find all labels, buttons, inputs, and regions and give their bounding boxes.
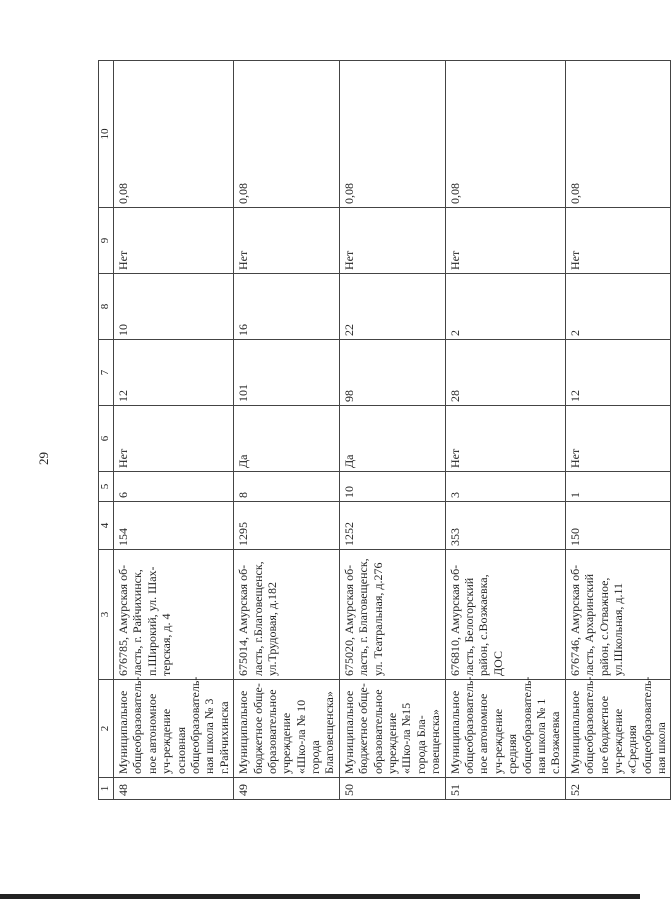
cell-col10: 0,08 [234, 61, 340, 208]
cell-col6: Да [339, 406, 445, 472]
column-header: 6 [99, 406, 114, 472]
table-row [565, 61, 671, 800]
rotated-table-container [98, 60, 669, 800]
column-header: 5 [99, 472, 114, 502]
row-number: 48 [114, 778, 234, 800]
cell-col9: Нет [114, 208, 234, 274]
cell-col9: Нет [339, 208, 445, 274]
cell-col9: Нет [565, 208, 671, 274]
schools-table [98, 60, 671, 800]
school-name: Муниципальное бюджетное обще-образовательное учреждение «Шко-ла №15 города Бла-говещенска» [339, 680, 445, 778]
school-address: 676746, Амурская об-ласть, Архаринский район, с.Отважное, ул.Школьная, д.11 [565, 550, 671, 680]
school-address: 676785, Амурская об-ласть, г. Райчихинск, п.Широкий, ул. Шах-терская, д. 4 [114, 550, 234, 680]
row-number: 49 [234, 778, 340, 800]
column-header: 10 [99, 61, 114, 208]
cell-col5: 10 [339, 472, 445, 502]
table-row [234, 61, 340, 800]
column-header: 7 [99, 340, 114, 406]
cell-col8: 2 [445, 274, 565, 340]
cell-col8: 10 [114, 274, 234, 340]
cell-col5: 1 [565, 472, 671, 502]
row-number: 51 [445, 778, 565, 800]
cell-col7: 12 [565, 340, 671, 406]
cell-col10: 0,08 [339, 61, 445, 208]
column-header: 3 [99, 550, 114, 680]
cell-col4: 154 [114, 502, 234, 550]
cell-col8: 22 [339, 274, 445, 340]
column-header: 2 [99, 680, 114, 778]
cell-col10: 0,08 [114, 61, 234, 208]
cell-col4: 353 [445, 502, 565, 550]
school-address: 676810, Амурская об-ласть, Белогорский район, с.Возжаевка, ДОС [445, 550, 565, 680]
cell-col4: 1252 [339, 502, 445, 550]
cell-col5: 3 [445, 472, 565, 502]
cell-col4: 150 [565, 502, 671, 550]
cell-col4: 1295 [234, 502, 340, 550]
cell-col7: 101 [234, 340, 340, 406]
school-address: 675020, Амурская об-ласть, г. Благовещенск, ул. Театральная, д.276 [339, 550, 445, 680]
cell-col6: Да [234, 406, 340, 472]
table-row [114, 61, 234, 800]
cell-col7: 12 [114, 340, 234, 406]
cell-col7: 28 [445, 340, 565, 406]
cell-col5: 8 [234, 472, 340, 502]
table-row [339, 61, 445, 800]
scan-edge-line [0, 894, 640, 899]
school-name: Муниципальное общеобразователь-ное автономное уч-реждение средняя общеобразователь-ная школа № 1 с.Возжаевка [445, 680, 565, 778]
cell-col10: 0,08 [445, 61, 565, 208]
cell-col6: Нет [565, 406, 671, 472]
column-number-row [99, 61, 114, 800]
school-name: Муниципальное общеобразователь-ное автономное уч-реждение основная общеобразователь-ная школа № 3 г.Райчихинска [114, 680, 234, 778]
column-header: 1 [99, 778, 114, 800]
cell-col9: Нет [234, 208, 340, 274]
cell-col10: 0,08 [565, 61, 671, 208]
school-name: Муниципальное общеобразователь-ное бюджетное уч-реждение «Средняя общеобразователь-ная школа [565, 680, 671, 778]
column-header: 4 [99, 502, 114, 550]
cell-col6: Нет [114, 406, 234, 472]
cell-col5: 6 [114, 472, 234, 502]
table-row [445, 61, 565, 800]
page-number: 29 [36, 452, 51, 465]
cell-col8: 2 [565, 274, 671, 340]
cell-col8: 16 [234, 274, 340, 340]
row-number: 50 [339, 778, 445, 800]
column-header: 8 [99, 274, 114, 340]
school-name: Муниципальное бюджетное обще-образовательное учреждение «Шко-ла № 10 города Благовещенска» [234, 680, 340, 778]
cell-col9: Нет [445, 208, 565, 274]
row-number: 52 [565, 778, 671, 800]
school-address: 675014, Амурская об-ласть, г.Благовещенск, ул.Трудовая, д.182 [234, 550, 340, 680]
cell-col6: Нет [445, 406, 565, 472]
cell-col7: 98 [339, 340, 445, 406]
column-header: 9 [99, 208, 114, 274]
